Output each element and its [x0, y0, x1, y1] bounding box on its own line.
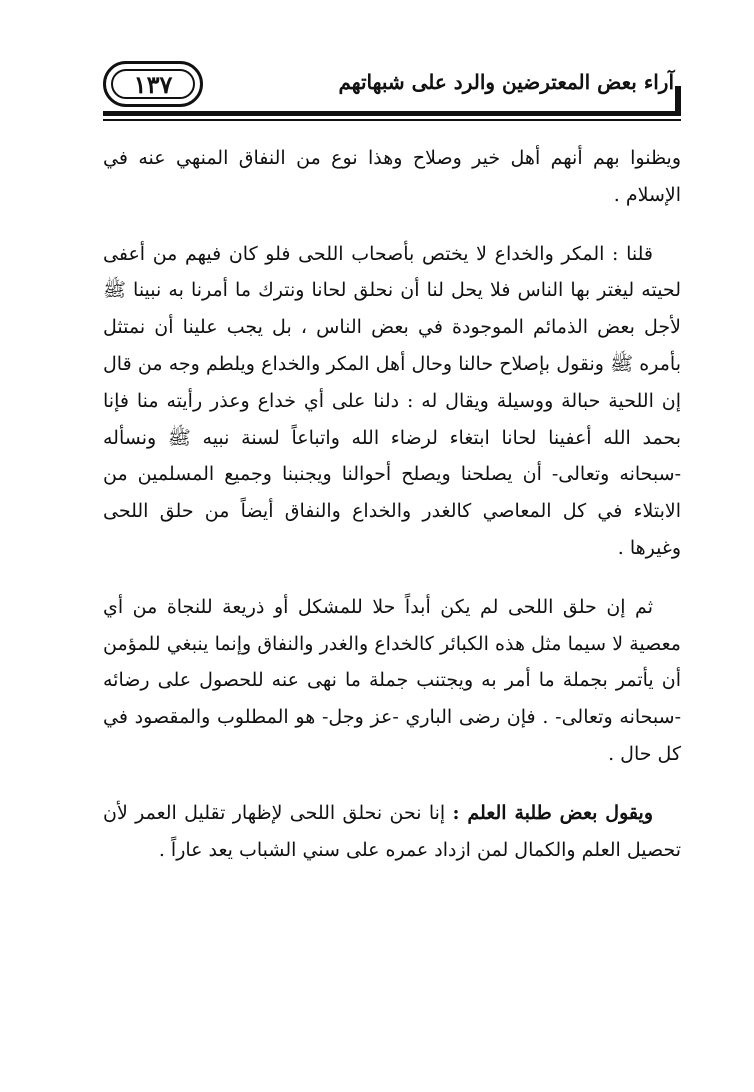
header-rule-cap [675, 86, 681, 114]
header-rule-thin [103, 119, 681, 121]
paragraph-1 [103, 140, 681, 214]
paragraph-4-text: إنا نحن نحلق اللحى لإظهار تقليل العمر لأن تحصيل العلم والكمال لمن ازداد عمره على سني الشباب يعد عاراً . [103, 801, 681, 861]
page-number: ١٣٧ [111, 69, 195, 99]
paragraph-1-text: ويظنوا بهم أنهم أهل خير وصلاح وهذا نوع من النفاق المنهي عنه في الإسلام . [103, 147, 681, 206]
paragraph-3-text: ثم إن حلق اللحى لم يكن أبداً حلا للمشكل أو ذريعة للنجاة من أي معصية لا سيما مثل هذه الكبائر كالخداع والغدر والنفاق وإنما ينبغي للمؤمن أن يأتمر بجملة ما أمر به ويجتنب جملة ما نهى عنه للحصول على رضائه -سبحانه وتعالى- . فإن رضى الباري -عز وجل- هو المطلوب والمقصود في كل حال . [103, 595, 681, 765]
paragraph-3 [103, 589, 681, 773]
page-body [103, 140, 681, 890]
running-title: آراء بعض المعترضين والرد على شبهاتهم [338, 70, 674, 94]
paragraph-2 [103, 236, 681, 567]
page-header [0, 0, 754, 130]
paragraph-2-text: قلنا : المكر والخداع لا يختص بأصحاب اللحى فلو كان فيهم من أعفى لحيته ليغتر بها الناس فلا يحل لنا أن نحلق لحانا ونترك ما أمرنا به نبينا ﷺ لأجل بعض الذمائم الموجودة في بعض الناس ، بل يجب علينا أن نمتثل بأمره ﷺ ونقول بإصلاح حالنا وحال أهل المكر والخداع ويلطم وجه من قال إن اللحية حبالة ووسيلة ويقال له : دلنا على أي خداع وعذر رأيته منا فإنا بحمد الله أعفينا لحانا ابتغاء لرضاء الله واتباعاً لسنة نبيه ﷺ ونسأله -سبحانه وتعالى- أن يصلحنا ويصلح أحوالنا ويجنبنا وجميع المسلمين من الابتلاء في كل المعاصي كالغدر والخداع والنفاق أيضاً من حلق اللحى وغيرها . [103, 242, 681, 559]
paragraph-4-lead: ويقول بعض طلبة العلم : [452, 801, 653, 824]
page-number-badge [103, 61, 203, 107]
paragraph-4 [103, 795, 681, 869]
header-rule-thick [103, 111, 681, 116]
